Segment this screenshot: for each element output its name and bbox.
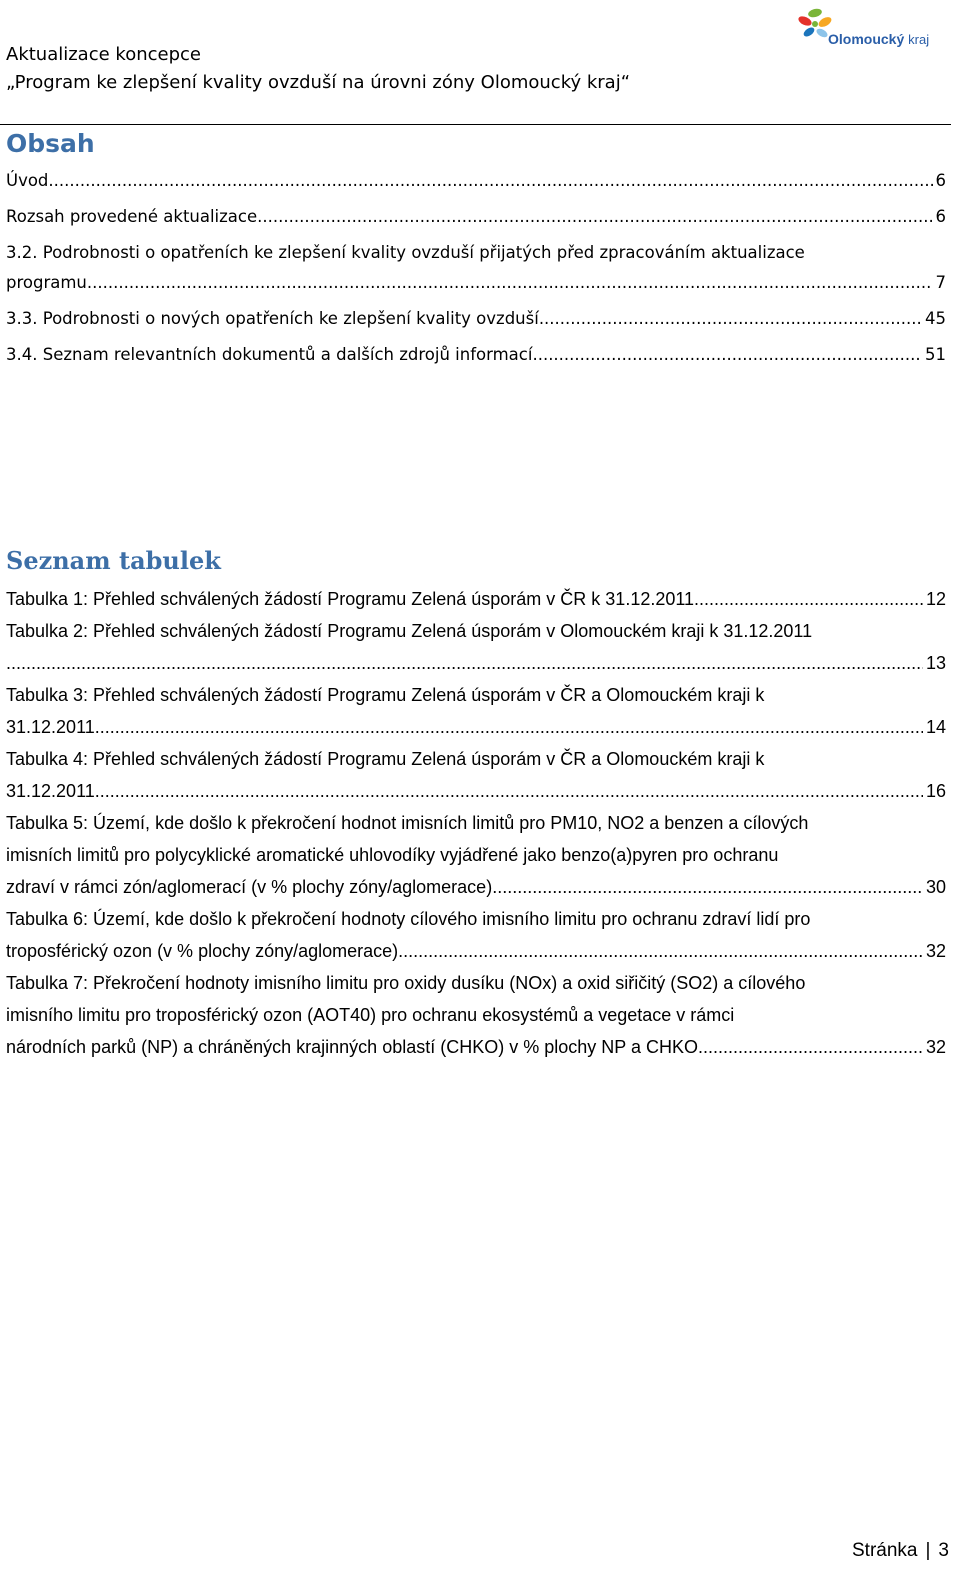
tables-list (6, 583, 946, 1063)
toc-entry-text: programu (6, 273, 87, 292)
toc-entry-text: Rozsah provedené aktualizace (6, 207, 258, 226)
tables-entry[interactable] (6, 583, 946, 615)
document-title: Aktualizace koncepce (6, 44, 201, 65)
toc-entry-page: 45 (925, 309, 946, 328)
toc-entry-text: 3.4. Seznam relevantních dokumentů a dalších zdrojů informací (6, 345, 533, 364)
tables-entry-text: imisního limitu pro troposférický ozon (AOT40) pro ochranu ekosystémů a vegetace v rámci (6, 1005, 735, 1025)
tables-entry-page: 14 (925, 717, 946, 737)
toc-list (6, 166, 946, 376)
olomoucky-kraj-logo (795, 4, 945, 52)
footer-label: Stránka (852, 1540, 918, 1561)
toc-entry[interactable] (6, 304, 946, 334)
toc-entry-page: 7 (935, 273, 946, 292)
tables-entry-text: Tabulka 6: Území, kde došlo k překročení hodnoty cílového imisního limitu pro ochranu zdraví lidí pro (6, 909, 811, 929)
toc-entry-text: 3.2. Podrobnosti o opatřeních ke zlepšení kvality ovzduší přijatých před zpracováním aktualizace (6, 243, 805, 262)
tables-entry-text: národních parků (NP) a chráněných krajinných oblastí (CHKO) v % plochy NP a CHKO (6, 1037, 698, 1057)
tables-entry-text: 31.12.2011 (6, 781, 95, 801)
dot-leader (87, 268, 933, 298)
tables-entry-text: troposférický ozon (v % plochy zóny/aglomerace) (6, 941, 399, 961)
tables-entry-page: 32 (925, 1037, 946, 1057)
tables-entry-text: Tabulka 3: Přehled schválených žádostí Programu Zelená úsporám v ČR a Olomouckém kraji k (6, 685, 765, 705)
tables-entry[interactable] (6, 615, 946, 679)
toc-entry-text: Úvod (6, 171, 49, 190)
dot-leader (95, 711, 923, 743)
toc-entry[interactable] (6, 238, 946, 298)
tables-entry-text: Tabulka 1: Přehled schválených žádostí Programu Zelená úsporám v ČR k 31.12.2011 (6, 589, 695, 609)
tables-entry-page: 16 (925, 781, 946, 801)
toc-entry-page: 51 (925, 345, 946, 364)
tables-entry-text: imisních limitů pro polycyklické aromatické uhlovodíky vyjádřené jako benzo(a)pyren pro ochranu (6, 845, 779, 865)
dot-leader (539, 304, 922, 334)
tables-entry-page: 30 (925, 877, 946, 897)
dot-leader (257, 202, 932, 232)
tables-entry[interactable] (6, 743, 946, 807)
tables-entry[interactable] (6, 967, 946, 1063)
toc-entry[interactable] (6, 340, 946, 370)
toc-entry-text: 3.3. Podrobnosti o nových opatřeních ke zlepšení kvality ovzduší (6, 309, 539, 328)
toc-entry-page: 6 (935, 207, 946, 226)
page-header (0, 0, 960, 128)
dot-leader (532, 340, 922, 370)
tables-entry-page: 12 (925, 589, 946, 609)
dot-leader (6, 647, 923, 679)
toc-entry[interactable] (6, 202, 946, 232)
dot-leader (694, 583, 923, 615)
tables-entry-page: 13 (925, 653, 946, 673)
tables-entry-page: 32 (925, 941, 946, 961)
tables-entry[interactable] (6, 807, 946, 903)
dot-leader (698, 1031, 923, 1063)
tables-heading: Seznam tabulek (6, 546, 221, 575)
header-divider (0, 124, 951, 125)
tables-entry-text: Tabulka 7: Překročení hodnoty imisního limitu pro oxidy dusíku (NOx) a oxid siřičitý (SO2) a cílového (6, 973, 806, 993)
dot-leader (95, 775, 923, 807)
page-number: 3 (938, 1540, 949, 1561)
toc-entry-page: 6 (935, 171, 946, 190)
logo-suffix: kraj (908, 32, 930, 47)
tables-entry-text: Tabulka 4: Přehled schválených žádostí Programu Zelená úsporám v ČR a Olomouckém kraji k (6, 749, 765, 769)
document-subtitle: „Program ke zlepšení kvality ovzduší na úrovni zóny Olomoucký kraj“ (6, 72, 631, 93)
dot-leader (492, 871, 923, 903)
dot-leader (398, 935, 923, 967)
tables-entry[interactable] (6, 679, 946, 743)
toc-entry[interactable] (6, 166, 946, 196)
toc-heading: Obsah (6, 129, 95, 158)
tables-entry[interactable] (6, 903, 946, 967)
dot-leader (48, 166, 932, 196)
tables-entry-text: Tabulka 2: Přehled schválených žádostí Programu Zelená úsporám v Olomouckém kraji k 31.12.2011 (6, 621, 813, 641)
page-footer (852, 1540, 949, 1562)
logo-name: Olomoucký (828, 31, 905, 47)
tables-entry-text: 31.12.2011 (6, 717, 95, 737)
tables-entry-text: Tabulka 5: Území, kde došlo k překročení hodnot imisních limitů pro PM10, NO2 a benzen a cílových (6, 813, 809, 833)
footer-separator: | (925, 1540, 931, 1561)
tables-entry-text: zdraví v rámci zón/aglomerací (v % plochy zóny/aglomerace) (6, 877, 493, 897)
